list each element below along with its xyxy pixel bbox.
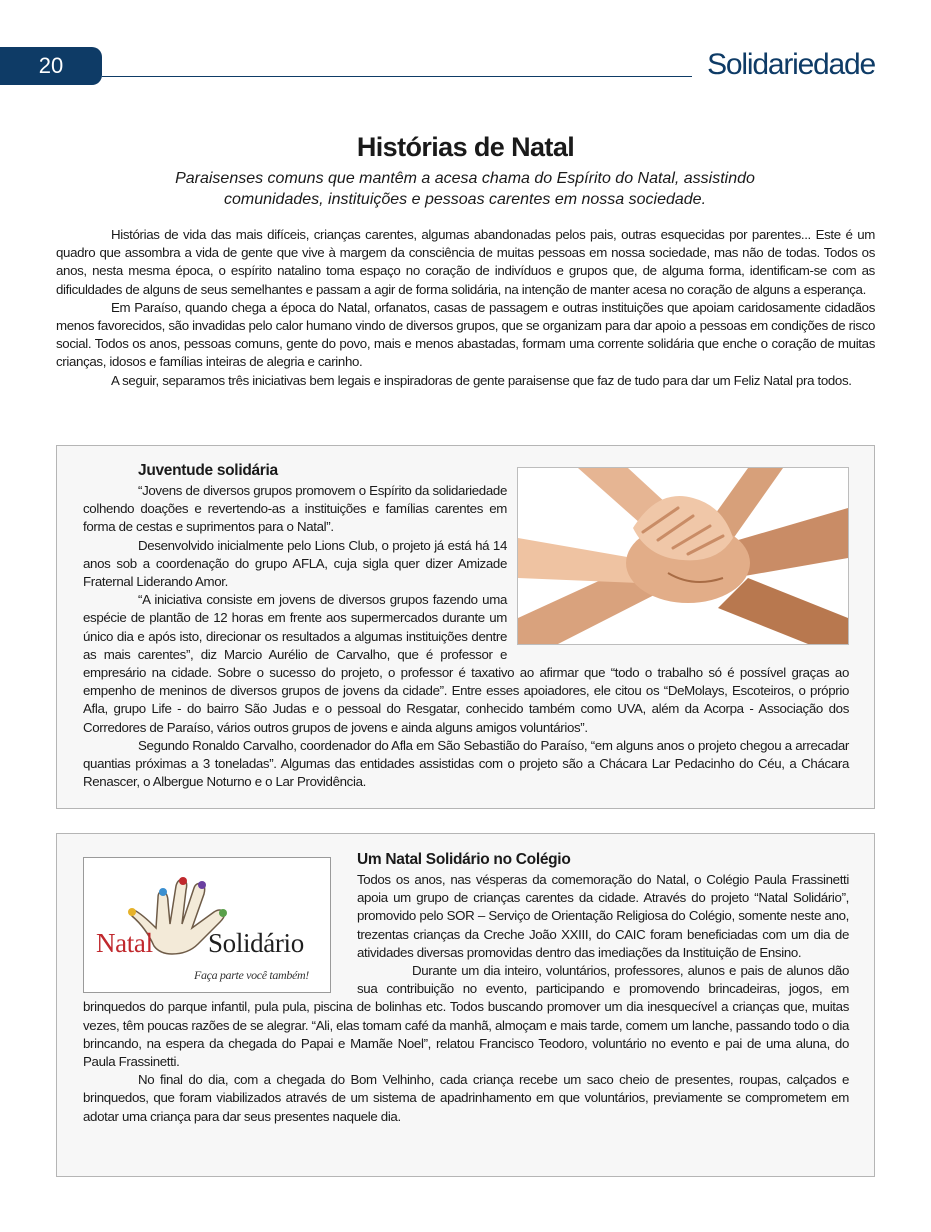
logo-word-solidario: Solidário [208,928,304,958]
box1-paragraph: “Jovens de diversos grupos promovem o Espírito da solidariedade colhendo doações e revertendo-as a instituições e famílias carentes em forma de cestas e suprimentos para o Natal”. [83,483,507,535]
box1-paragraph: “A iniciativa consiste em jovens de diversos grupos fazendo uma espécie de plantão de 12 horas em frente aos supermercados durante um único dia e após isto, direcionar os resultados a algumas instituições dentre as mais carentes”, diz Marcio Aurélio de Carvalho, que é professor e empresário na cidade. Sobre o sucesso do projeto, o professor é taxativo ao afirmar que “todo o trabalho só é possível graças ao empenho de meninos de diversos grupos de jovens da cidade”. Entre esses apoiadores, ele citou os “DeMolays, Escoteiros, o próprio Afla, grupo Life - do bairro São Judas e o pessoal do Resgatar, conhecido também como UVA, além da Acorpa - Associação dos Corredores de Paraíso, vários outros grupos de jovens e ainda alguns amigos voluntários”. [83,592,849,735]
article-intro [56,226,875,390]
box2-heading: Um Natal Solidário no Colégio [357,851,571,868]
section-title: Solidariedade [707,48,875,81]
header-rule [102,76,692,77]
intro-paragraph: A seguir, separamos três iniciativas bem legais e inspiradoras de gente paraisense que faz de tudo para dar um Feliz Natal pra todos. [111,372,852,388]
box1-paragraph: Segundo Ronaldo Carvalho, coordenador do Afla em São Sebastião do Paraíso, “em alguns anos o projeto chegou a arrecadar quantias próximas a 3 toneladas”. Algumas das entidades assistidas com o projeto são a Chácara Lar Pedacinho do Céu, a Chácara Renascer, o Albergue Noturno e o Lar Providência. [83,737,849,790]
box1-heading: Juventude solidária [138,462,278,479]
juventude-solidaria-box [56,445,875,809]
stacked-hands-illustration [518,468,848,644]
page-number: 20 [0,47,102,85]
article-subtitle: Paraisenses comuns que mantêm a acesa chama do Espírito do Natal, assistindo comunidades, instituições e pessoas carentes em nossa sociedade. [175,170,755,208]
natal-solidario-box [56,833,875,1177]
box2-paragraph: No final do dia, com a chegada do Bom Velhinho, cada criança recebe um saco cheio de presentes, roupas, calçados e brinquedos, que foram viabilizados através de um sistema de apadrinhamento em que voluntários, previamente se comprometem em adotar uma criança para dar seus presentes naquele dia. [83,1072,849,1124]
box1-paragraph: Desenvolvido inicialmente pelo Lions Club, o projeto já está há 14 anos sob a coordenação do grupo AFLA, cuja sigla quer dizer Amizade Fraternal Liderando Amor. [83,537,507,590]
stacked-hands-photo [517,467,849,645]
intro-paragraph: Histórias de vida das mais difíceis, crianças carentes, algumas abandonadas pelos pais, outras esquecidas por parentes... Este é um quadro que assombra a vida de gente que vive à margem da consciência de muitas pessoas em nossa sociedade, mas não de todas. Todos os anos, nesta mesma época, o espírito natalino toma espaço no coração de indivíduos e grupos que, de alguma forma, identificam-se com as dificuldades de alguns de seus semelhantes e passam a agir de forma solidária, na intenção de manter acesa no coração de alguns a esperança. [56,227,875,297]
natal-solidario-logo [83,857,331,993]
box2-paragraph: Todos os anos, nas vésperas da comemoração do Natal, o Colégio Paula Frassinetti apoia um grupo de crianças carentes da cidade. Através do projeto “Natal Solidário”, promovido pelo SOR – Serviço de Orientação Religiosa do Colégio, somente neste ano, trezentas crianças da Creche João XXIII, do CAIC foram beneficiadas com um dia de atividades diversas promovidas dentro das imediações da Instituição de Ensino. [357,872,849,960]
article-title: Histórias de Natal [356,132,575,162]
intro-paragraph: Em Paraíso, quando chega a época do Natal, orfanatos, casas de passagem e outras instituições que apoiam caridosamente cidadãos menos favorecidos, são invadidas pelo calor humano vindo de diversos grupos, que se organizam para dar apoio a pessoas em condições de risco social. Todos os anos, pessoas comuns, gente do povo, mais e menos abastadas, formam uma corrente solidária que enche o coração de muitas crianças, idosos e famílias inteiras de alegria e carinho. [56,299,875,370]
box2-paragraph: Durante um dia inteiro, voluntários, professores, alunos e pais de alunos dão sua contribuição no evento, participando e promovendo brincadeiras, jogos, em brinquedos do parque infantil, pula pula, piscina de bolinhas etc. Todos buscando promover um dia inesquecível a crianças que, muitas vezes, têm poucas razões de se alegrar. “Ali, elas tomam café da manhã, almoçam e mais tarde, comem um lanche, passando todo o dia brincando, na espera da chegada do Papai e Mamãe Noel”, relatou Francisco Teodoro, voluntário no evento e pai de uma aluna, do Paula Frassinetti. [83,963,849,1070]
logo-slogan: Faça parte você também! [194,968,309,982]
logo-word-natal: Natal [96,928,153,958]
